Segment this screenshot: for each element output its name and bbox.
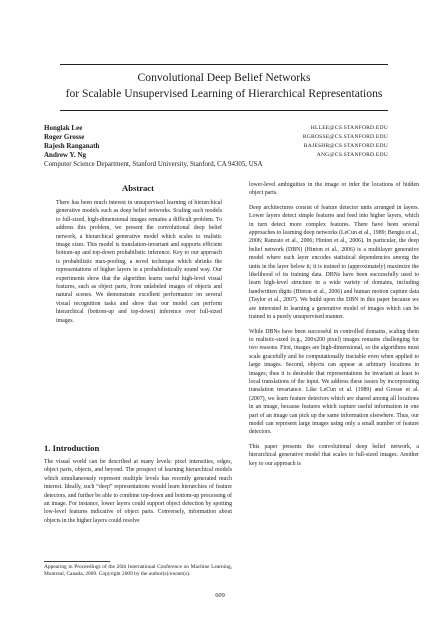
author-email: RGROSSE@CS.STANFORD.EDU [302, 134, 388, 140]
title-bottom-rule [60, 110, 388, 111]
abstract-heading: Abstract [122, 183, 154, 193]
title-line-2: for Scalable Unsupervised Learning of Hierarchical Representations [65, 87, 383, 100]
paper-title [40, 70, 408, 102]
footnote: Appearing in Proceedings of the 26th International Conference on Machine Learning, Montreal, Canada, 2009. Copyright 2009 by the author(s)/owner(s). [44, 564, 232, 578]
introduction-text: The visual world can be described at many levels: pixel intensities, edges, object parts, objects, and beyond. The prospect of learning hierarchical models which simultaneously represent multiple levels has recently generated much interest. Ideally, such “deep” representations would learn hierarchies of feature detectors, and further be able to combine top-down and bottom-up processing of an image. For instance, lower layers could support object detection by spotting low-level features indicative of object parts. Conversely, information about objects in the higher layers could resolve [44, 459, 232, 524]
footnote-rule [44, 561, 110, 562]
author-email: RAJESHR@CS.STANFORD.EDU [303, 143, 388, 149]
author-email: ANG@CS.STANFORD.EDU [316, 152, 388, 158]
author-name: Honglak Lee [44, 124, 83, 132]
page-number: 609 [215, 592, 225, 599]
paragraph: This paper presents the convolutional deep belief network, a hierarchical generative model that scales to full-sized images. Another key to our approach is [249, 443, 419, 467]
author-name: Andrew Y. Ng [44, 151, 86, 159]
affiliation: Computer Science Department, Stanford University, Stanford, CA 94305, USA [44, 161, 263, 168]
author-name: Roger Grosse [44, 133, 85, 141]
paragraph: While DBNs have been successful in controlled domains, scaling them to realistic-sized (e.g., 200x200 pixel) images remains challenging for two reasons. First, images are high-dimensional, so the algorithms must scale gracefully and be computationally tractable even when applied to large images. Second, objects can appear at arbitrary locations in images; thus it is desirable that representations be invariant at least to local translations of the input. We address these issues by incorporating translation invariance. Like LeCun et al. (1989) and Grosse et al. (2007), we learn feature detectors which are shared among all locations in an image, because features which capture useful information in one part of an image can pick up the same information elsewhere. Thus, our model can represent large images using only a small number of feature detectors. [249, 328, 419, 436]
section-heading: 1. Introduction [44, 443, 100, 453]
paragraph: Deep architectures consist of feature detector units arranged in layers. Lower layers detect simple features and feed into higher layers, which in turn detect more complex features. There have been several approaches to learning deep networks (LeCun et al., 1989; Bengio et al., 2006; Ranzato et al., 2006; Hinton et al., 2006). In particular, the deep belief network (DBN) (Hinton et al., 2006) is a multilayer generative model where each layer encodes statistical dependencies among the units in the layer below it; it is trained to (approximately) maximize the likelihood of its training data. DBNs have been successfully used to learn high-level structure in a wide variety of domains, including handwritten digits (Hinton et al., 2006) and human motion capture data (Taylor et al., 2007). We build upon the DBN in this paper because we are interested in learning a generative model of images which can be trained in a purely unsupervised manner. [249, 204, 419, 321]
author-email: HLLEE@CS.STANFORD.EDU [310, 125, 388, 131]
title-top-rule [60, 64, 388, 65]
paragraph: lower-level ambiguities in the image or infer the locations of hidden object parts. [249, 182, 419, 197]
right-column [249, 181, 419, 474]
abstract-text: There has been much interest in unsupervised learning of hierarchical generative models such as deep belief networks. Scaling such models to full-sized, high-dimensional images remains a difficult problem. To address this problem, we present the convolutional deep belief network, a hierarchical generative model which scales to realistic image sizes. This model is translation-invariant and supports efficient bottom-up and top-down probabilistic inference. Key to our approach is probabilistic max-pooling, a novel technique which shrinks the representations of higher layers in a probabilistically sound way. Our experiments show that the algorithm learns useful high-level visual features, such as object parts, from unlabeled images of objects and natural scenes. We demonstrate excellent performance on several visual recognition tasks and show that our model can perform hierarchical (bottom-up and top-down) inference over full-sized images. [56, 200, 222, 324]
title-line-1: Convolutional Deep Belief Networks [137, 71, 311, 84]
author-name: Rajesh Ranganath [44, 142, 100, 150]
